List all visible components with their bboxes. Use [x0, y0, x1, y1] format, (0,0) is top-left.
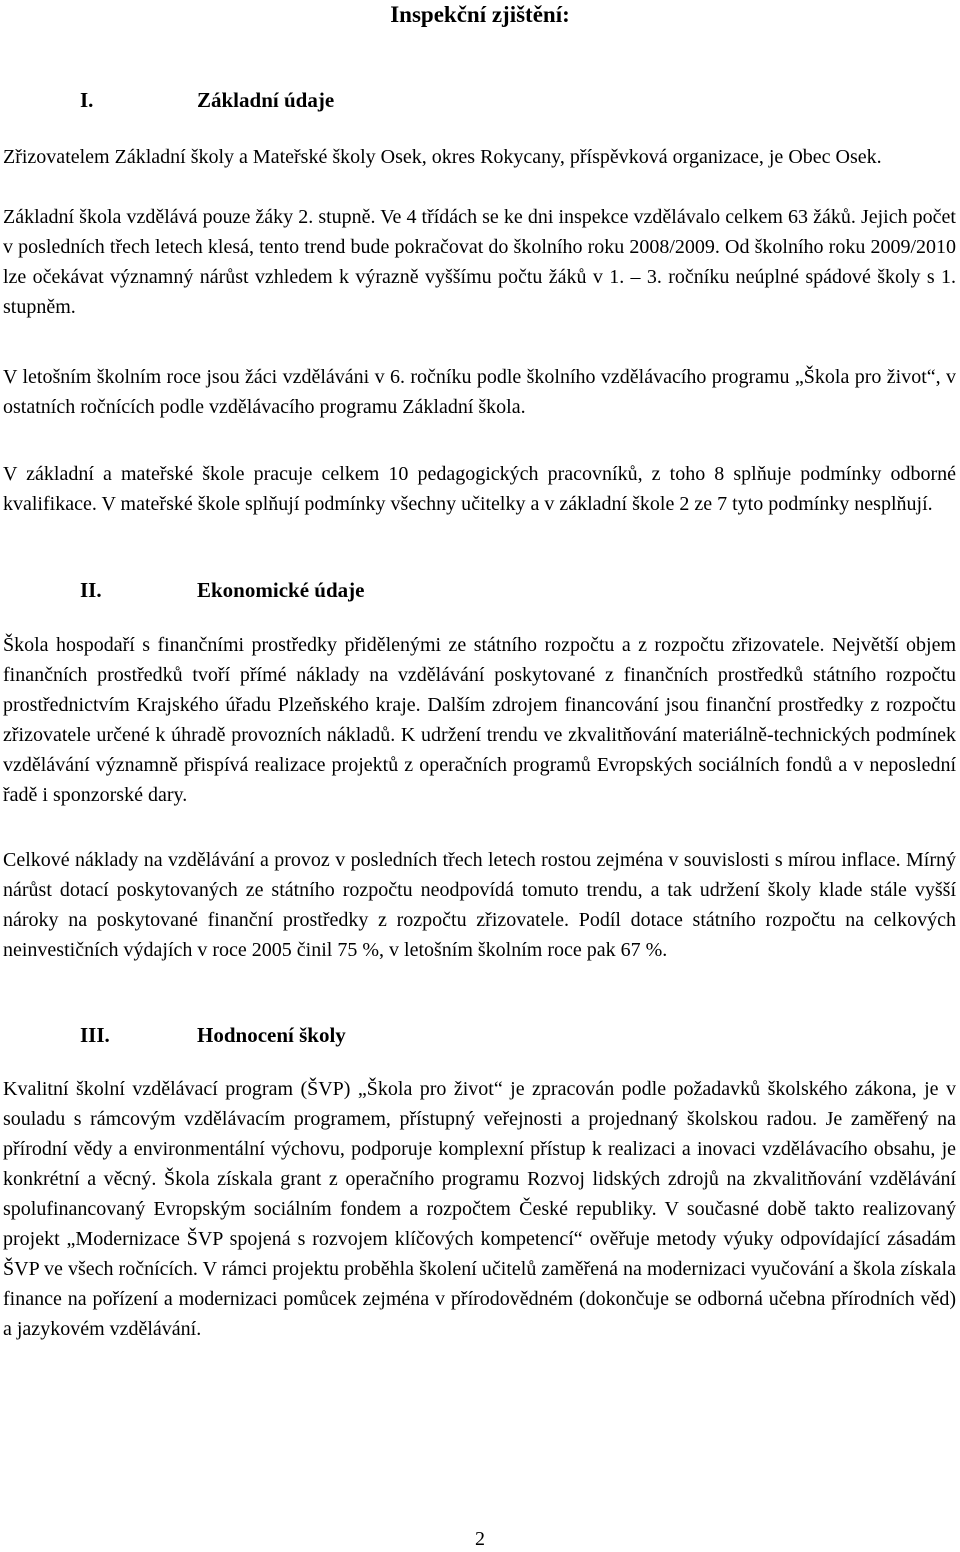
paragraph: Zřizovatelem Základní školy a Mateřské školy Osek, okres Rokycany, příspěvková organizace, je Obec Osek.: [3, 146, 882, 168]
section-title: Ekonomické údaje: [197, 578, 365, 602]
paragraph: V letošním školním roce jsou žáci vzděláváni v 6. ročníku podle školního vzdělávacího programu „Škola pro život“, v ostatních ročnících podle vzdělávacího programu Základní škola.: [3, 366, 956, 418]
section-number: II.: [80, 578, 102, 602]
section-title: Základní údaje: [197, 88, 335, 112]
section-number: I.: [80, 88, 94, 112]
page-title: Inspekční zjištění:: [390, 2, 570, 27]
section-title: Hodnocení školy: [197, 1023, 346, 1047]
paragraph: Škola hospodaří s finančními prostředky přidělenými ze státního rozpočtu a z rozpočtu zřizovatele. Největší objem finančních prostředků tvoří přímé náklady na vzdělávání poskytované z finančních prostředků státního rozpočtu prostřednictvím Krajského úřadu Plzeňského kraje. Dalším zdrojem financování jsou finanční prostředky z rozpočtu zřizovatele určené k úhradě provozních nákladů. K udržení trendu ve zkvalitňování materiálně-technických podmínek vzdělávání významně přispívá realizace projektů z operačních programů Evropských sociálních fondů a v neposlední řadě i sponzorské dary.: [3, 634, 956, 806]
paragraph: Kvalitní školní vzdělávací program (ŠVP) „Škola pro život“ je zpracován podle požadavků školského zákona, je v souladu s rámcovým vzdělávacím programem, přístupný veřejnosti a projednaný školskou radou. Je zaměřený na přírodní vědy a environmentální výchovu, podporuje komplexní přístup k realizaci a inovaci vzdělávacího obsahu, je konkrétní a věcný. Škola získala grant z operačního programu Rozvoj lidských zdrojů na zkvalitňování vzdělávání spolufinancovaný Evropským sociálním fondem a rozpočtem České republiky. V současné době takto realizovaný projekt „Modernizace ŠVP spojená s rozvojem klíčových kompetencí“ ověřuje metody výuky odpovídající zásadám ŠVP ve všech ročnících. V rámci projektu proběhla školení učitelů zaměřená na modernizaci vyučování a škola získala finance na pořízení a modernizaci pomůcek zejména v přírodovědném (dokončuje se odborná učebna přírodních věd) a jazykovém vzdělávání.: [3, 1078, 956, 1340]
page-number: 2: [475, 1528, 485, 1550]
paragraph: Základní škola vzdělává pouze žáky 2. stupně. Ve 4 třídách se ke dni inspekce vzdělávalo celkem 63 žáků. Jejich počet v posledních třech letech klesá, tento trend bude pokračovat do školního roku 2008/2009. Od školního roku 2009/2010 lze očekávat významný nárůst vzhledem k výrazně vyššímu počtu žáků v 1. – 3. ročníku neúplné spádové školy s 1. stupněm.: [3, 206, 956, 318]
section-number: III.: [80, 1023, 110, 1047]
paragraph: Celkové náklady na vzdělávání a provoz v posledních třech letech rostou zejména v souvislosti s mírou inflace. Mírný nárůst dotací poskytovaných ze státního rozpočtu neodpovídá tomuto trendu, a tak udržení školy klade stále vyšší nároky na poskytované finanční prostředky z rozpočtu zřizovatele. Podíl dotace státního rozpočtu na celkových neinvestičních výdajích v roce 2005 činil 75 %, v letošním školním roce pak 67 %.: [3, 849, 956, 961]
paragraph: V základní a mateřské škole pracuje celkem 10 pedagogických pracovníků, z toho 8 splňuje podmínky odborné kvalifikace. V mateřské škole splňují podmínky všechny učitelky a v základní škole 2 ze 7 tyto podmínky nesplňují.: [3, 463, 956, 515]
